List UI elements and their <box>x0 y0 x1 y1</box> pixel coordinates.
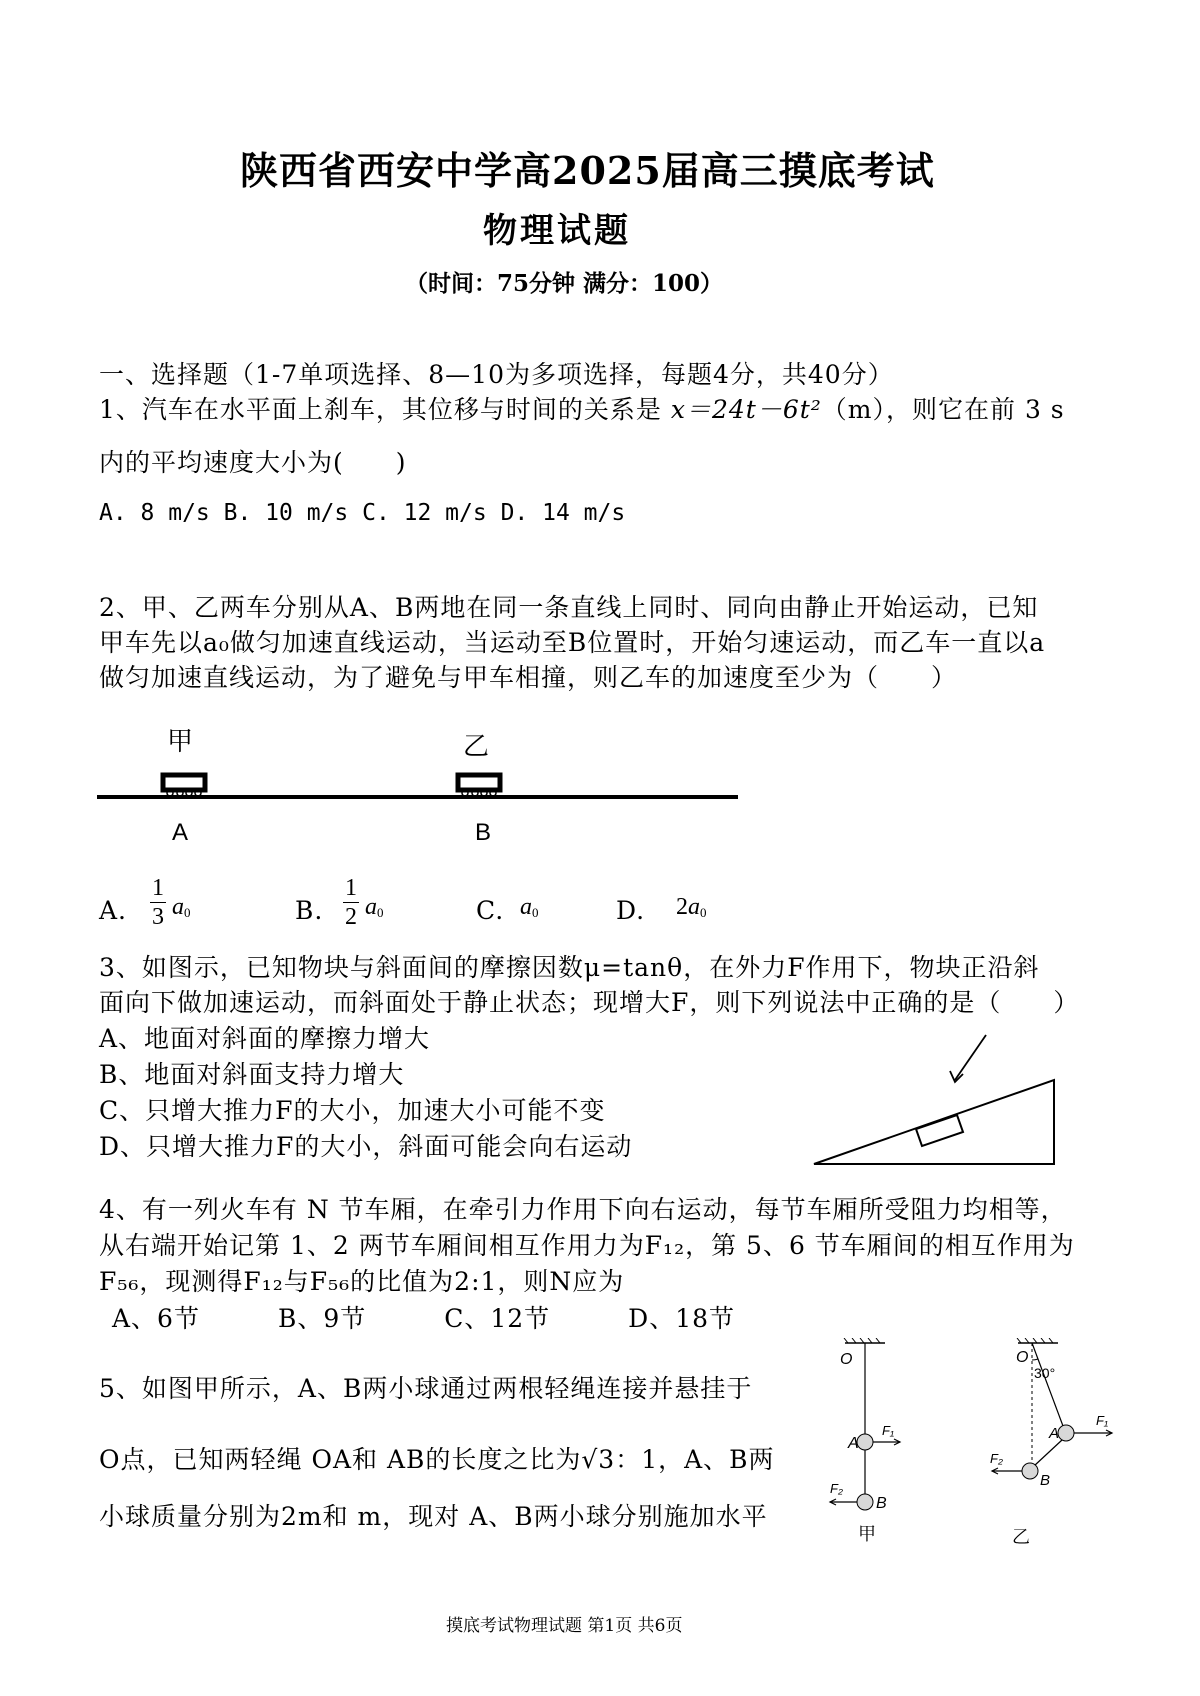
q3-option-c: C、只增大推力F的大小，加速大小可能不变 <box>99 1096 606 1125</box>
q2-option-b-value: $a_0$ <box>365 894 384 920</box>
car-yi <box>458 775 500 796</box>
q5-line1: 5、如图甲所示，A、B两小球通过两根轻绳连接并悬挂于 <box>99 1374 753 1403</box>
q3-line2: 面向下做加速运动，而斜面处于静止状态；现增大F，则下列说法中正确的是（ ） <box>99 988 1080 1017</box>
page-footer: 摸底考试物理试题 第1页 共6页 <box>446 1616 683 1636</box>
q1-line1 <box>99 390 1065 426</box>
q4-line2: 从右端开始记第 1、2 两节车厢间相互作用力为F₁₂，第 5、6 节车厢间的相互作用为 <box>99 1231 1075 1260</box>
q3-incline-figure <box>810 1030 1070 1170</box>
q5-pendulum-figure <box>800 1338 1130 1548</box>
force-arrow <box>955 1035 986 1080</box>
q3-line1: 3、如图示，已知物块与斜面间的摩擦因数μ=tanθ，在外力F作用下，物块正沿斜 <box>99 953 1040 982</box>
q1-line1-pre: 1、汽车在水平面上刹车，其位移与时间的关系是 <box>99 395 671 424</box>
q2-option-c-letter: C. <box>476 896 505 925</box>
q5-line3: 小球质量分别为2m和 m，现对 A、B两小球分别施加水平 <box>99 1502 768 1531</box>
fig-jia-a-label: A <box>848 1435 859 1452</box>
q2-track-figure <box>95 720 745 850</box>
q2-option-a-num: 1 <box>152 875 164 901</box>
q2-option-b-num: 1 <box>345 875 357 901</box>
q2-option-a-den: 3 <box>152 904 164 930</box>
fig-jia-o-label: O <box>840 1351 853 1368</box>
fig-yi-caption: 乙 <box>1012 1527 1030 1547</box>
exam-info: （时间：75分钟 满分：100） <box>405 270 724 297</box>
fig-yi-a-label: A <box>1049 1425 1060 1442</box>
fig-yi-f2-label: F₂ <box>990 1451 1003 1466</box>
q5-line2: O点，已知两轻绳 OA和 AB的长度之比为√3：1，A、B两 <box>99 1445 775 1474</box>
exam-subtitle: 物理试题 <box>483 211 631 251</box>
q2-option-d-letter: D. <box>616 896 646 925</box>
fig-yi-o-label: O <box>1016 1349 1029 1366</box>
fig-jia-f2-label: F₂ <box>830 1481 843 1496</box>
q2-option-b-fraction <box>343 875 359 930</box>
q2-option-c-value: $a_0$ <box>520 894 539 920</box>
fig-jia-f1-label: F₁ <box>882 1423 895 1438</box>
q2-option-d-value: $2a_0$ <box>676 894 707 920</box>
car-yi-label: 乙 <box>463 731 490 761</box>
q3-option-a: A、地面对斜面的摩擦力增大 <box>99 1024 431 1053</box>
q2-option-b-den: 2 <box>345 904 357 930</box>
q1-formula: x＝24t－6t² <box>670 395 822 424</box>
q3-option-d: D、只增大推力F的大小，斜面可能会向右运动 <box>99 1132 633 1161</box>
q2-line3: 做匀加速直线运动，为了避免与甲车相撞，则乙车的加速度至少为（ ） <box>99 663 958 692</box>
q4-options: A、6节 B、9节 C、12节 D、18节 <box>112 1304 736 1333</box>
q2-option-a-fraction <box>150 875 166 930</box>
point-b-label: B <box>474 819 492 846</box>
q4-line1: 4、有一列火车有 N 节车厢，在牵引力作用下向右运动，每节车厢所受阻力均相等， <box>99 1195 1067 1224</box>
section-heading: 一、选择题（1-7单项选择、8—10为多项选择，每题4分，共40分） <box>99 360 894 389</box>
fig-yi-angle-label: 30° <box>1034 1365 1056 1381</box>
q2-option-a-letter: A. <box>99 896 128 925</box>
q2-line2: 甲车先以a₀做匀加速直线运动，当运动至B位置时，开始匀速运动，而乙车一直以a <box>99 628 1046 657</box>
q2-line1: 2、甲、乙两车分别从A、B两地在同一条直线上同时、同向由静止开始运动，已知 <box>99 593 1039 622</box>
point-a-label: A <box>171 819 189 846</box>
q2-option-a-value: $a_0$ <box>172 894 191 920</box>
q1-line2: 内的平均速度大小为( ) <box>99 448 407 477</box>
q4-line3: F₅₆，现测得F₁₂与F₅₆的比值为2:1，则N应为 <box>99 1267 625 1296</box>
fig-yi-f1-label: F₁ <box>1096 1413 1109 1428</box>
q2-option-b-letter: B. <box>295 896 324 925</box>
fig-jia-caption: 甲 <box>858 1524 876 1544</box>
car-jia <box>163 775 205 796</box>
fig-yi-b-label: B <box>1040 1472 1051 1489</box>
exam-title: 陕西省西安中学高2025届高三摸底考试 <box>240 148 935 193</box>
fig-jia-b-label: B <box>876 1495 887 1512</box>
q1-options: A. 8 m/s B. 10 m/s C. 12 m/s D. 14 m/s <box>99 500 626 526</box>
figure-yi <box>992 1338 1112 1479</box>
q3-option-b: B、地面对斜面支持力增大 <box>99 1060 405 1089</box>
car-jia-label: 甲 <box>167 726 194 756</box>
q1-line1-post: （m），则它在前 3 s <box>821 395 1065 424</box>
